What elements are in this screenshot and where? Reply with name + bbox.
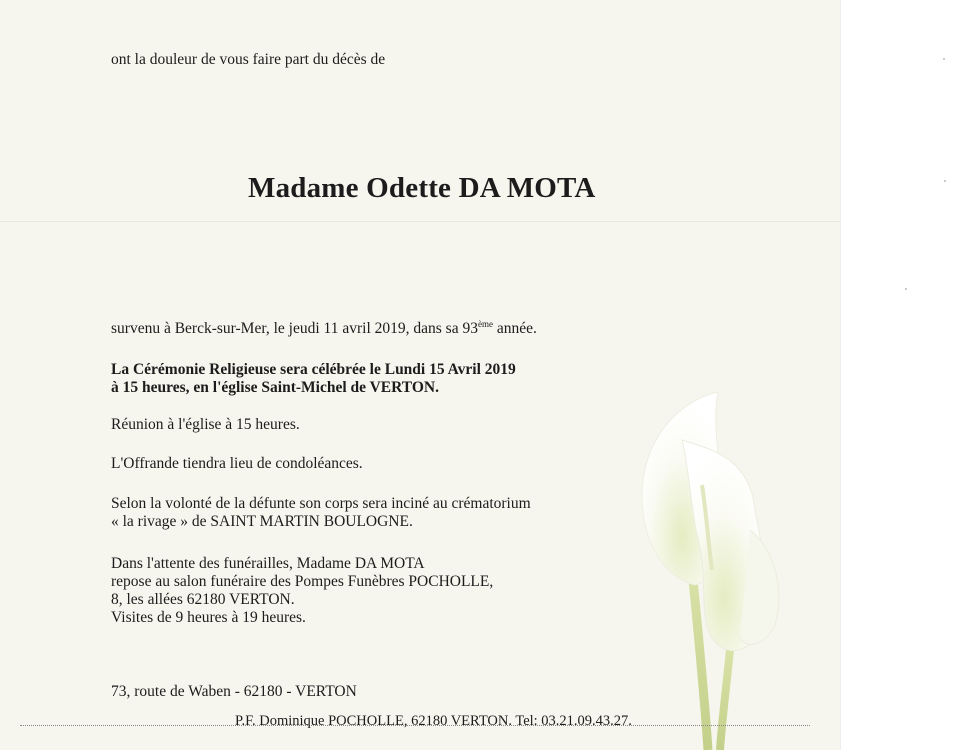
page-edge [840, 0, 841, 750]
ceremony-line-1: La Cérémonie Religieuse sera célébrée le Lundi 15 Avril 2019 [111, 361, 516, 378]
funeral-home-line-4: Visites de 9 heures à 19 heures. [111, 609, 306, 626]
calla-lily-illustration [600, 380, 840, 750]
scan-speck [943, 58, 945, 60]
cremation-line-1: Selon la volonté de la défunte son corps sera inciné au crématorium [111, 495, 531, 512]
reunion-text: Réunion à l'église à 15 heures. [111, 416, 300, 433]
cremation-line-2: « la rivage » de SAINT MARTIN BOULOGNE. [111, 513, 413, 530]
deceased-details-before: survenu à Berck-sur-Mer, le jeudi 11 avril 2019, dans sa 93 [111, 320, 478, 337]
deceased-details [111, 320, 537, 338]
funeral-home-line-3: 8, les allées 62180 VERTON. [111, 591, 295, 608]
funeral-home-line-2: repose au salon funéraire des Pompes Funèbres POCHOLLE, [111, 573, 494, 590]
deceased-name: Madame Odette DA MOTA [248, 172, 596, 204]
funeral-home-line-1: Dans l'attente des funérailles, Madame DA MOTA [111, 555, 425, 572]
scan-speck [905, 288, 907, 290]
ceremony-line-2: à 15 heures, en l'église Saint-Michel de VERTON. [111, 379, 439, 396]
fold-line [0, 221, 840, 222]
footer-contact: P.F. Dominique POCHOLLE, 62180 VERTON. Tel: 03.21.09.43.27. [235, 713, 632, 729]
deceased-details-sup: ème [477, 318, 493, 329]
scan-speck [944, 180, 946, 182]
address-text: 73, route de Waben - 62180 - VERTON [111, 683, 357, 700]
offrande-text: L'Offrande tiendra lieu de condoléances. [111, 455, 363, 472]
intro-text: ont la douleur de vous faire part du décès de [111, 51, 386, 68]
deceased-details-after: année. [492, 320, 537, 337]
